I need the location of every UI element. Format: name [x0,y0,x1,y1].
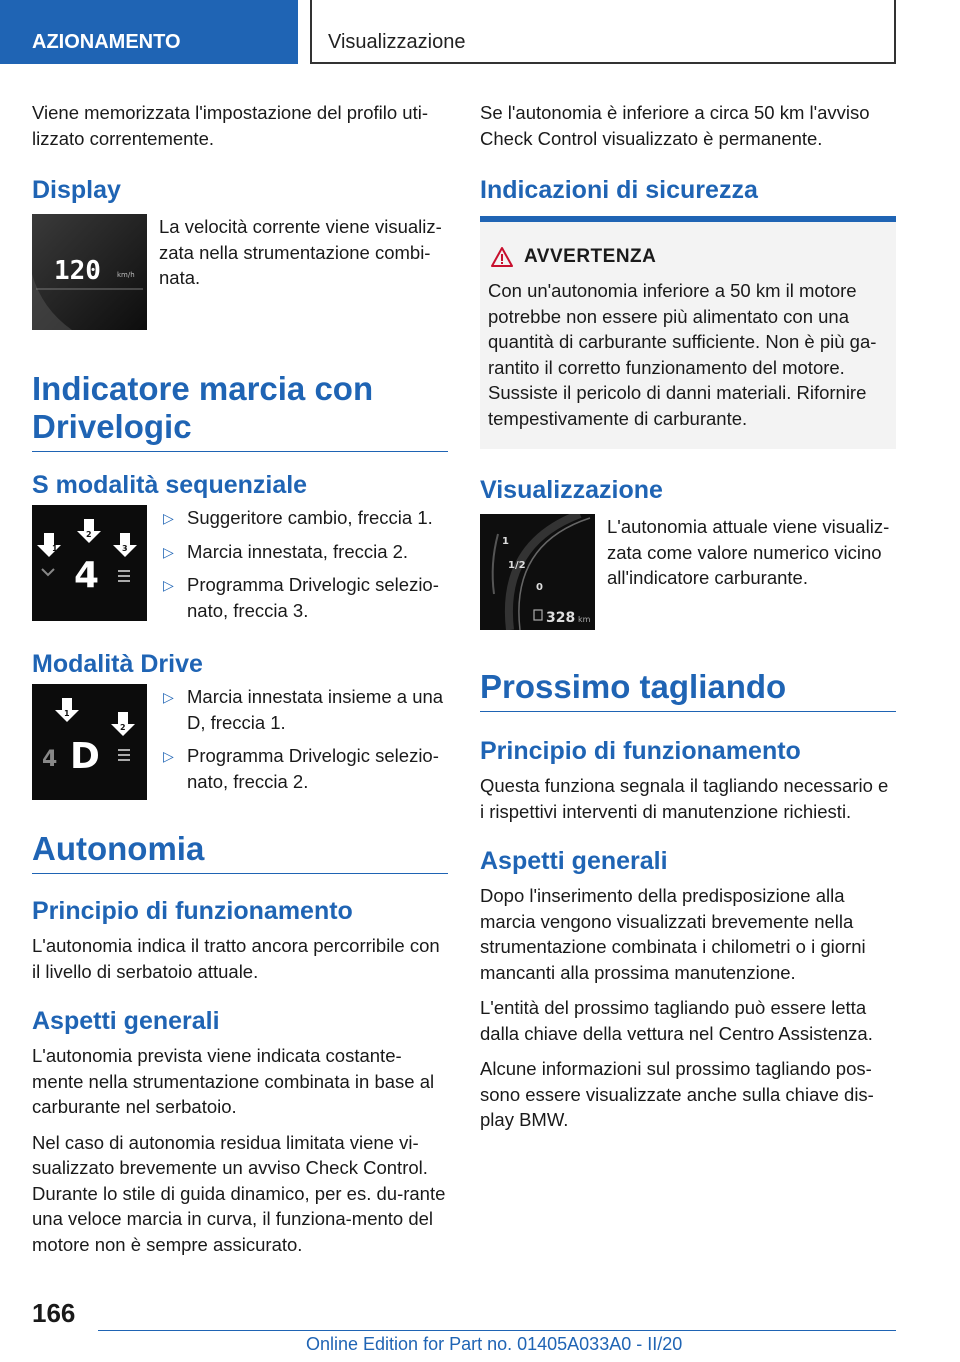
gauge-tick-full: 1 [502,536,509,547]
left-column [32,100,448,1267]
sequential-figure [32,505,448,631]
list-item-text: Suggeritore cambio, freccia 1. [187,507,433,528]
list-item-text: Marcia innestata, freccia 2. [187,540,409,562]
speed-value: 120 [54,256,101,286]
arrow-label-1: 1 [52,544,58,553]
list-item [159,743,448,794]
right-intro-paragraph: Se l'autonomia è inferiore a circa 50 km l'avviso Check Control visualizzato è permanente. [480,102,870,149]
autonomia-general-p1: L'autonomia prevista viene indicata costante-mente nella strumentazione combinata in base al carburante nel serbatoio. [32,1045,435,1117]
arrow-label-2: 2 [86,530,92,539]
range-value: 328 [546,610,576,626]
drive-indicator-graphic [32,684,147,800]
visualization-figure [480,514,896,630]
drive-mode-heading: Modalità Drive [32,650,203,678]
list-item [159,684,448,735]
drive-list [159,684,448,794]
service-general-p1: Dopo l'inserimento della predisposizione alla marcia vengono visualizzati brevemente nella strumentazione combinata i chilometri o i giorni mancanti alla prossima manutenzione. [480,885,866,983]
autonomia-general-heading: Aspetti generali [32,1007,220,1035]
footer-divider [98,1330,896,1331]
drive-gear-value: D [70,736,100,777]
seq-gear-value: 4 [74,555,100,596]
warning-title: AVVERTENZA [524,246,657,267]
service-general-heading: Aspetti generali [480,847,668,875]
next-service-heading: Prossimo tagliando [480,668,896,712]
list-item-text: Programma Drivelogic selezio-nato, freccia 3. [187,574,439,621]
list-item [159,539,448,565]
triangle-bullet-icon: ▷ [163,689,174,705]
safety-heading: Indicazioni di sicurezza [480,175,896,222]
list-item [159,572,448,623]
display-figure [32,214,448,330]
speed-unit: km/h [117,271,135,279]
fuel-gauge-graphic [480,514,595,630]
fuel-gauge-image [480,514,595,630]
speed-display-image [32,214,147,330]
warning-header [488,246,888,268]
intro-paragraph: Viene memorizzata l'impostazione del profilo uti-lizzato correntemente. [32,102,428,149]
triangle-bullet-icon: ▷ [163,510,174,526]
visualization-text: L'autonomia attuale viene visualiz-zata come valore numerico vicino all'indicatore carburante. [607,516,890,588]
arrow-label-3: 3 [122,544,128,553]
display-text: La velocità corrente viene visualiz-zata nella strumentazione combi-nata. [159,216,442,288]
speedometer-graphic [32,214,147,330]
arrow-label-2: 2 [120,723,126,732]
triangle-bullet-icon: ▷ [163,577,174,593]
autonomia-heading: Autonomia [32,830,448,874]
service-general-p2: L'entità del prossimo tagliando può essere letta dalla chiave della vettura nel Centro Assistenza. [480,997,873,1044]
chapter-tab [0,0,298,64]
page-number: 166 [32,1298,76,1328]
gear-indicator-graphic [32,505,147,621]
autonomia-principle-heading: Principio di funzionamento [32,897,353,925]
gauge-tick-empty: 0 [536,582,543,593]
list-item [159,505,448,531]
sequential-mode-heading: S modalità sequenziale [32,471,308,499]
autonomia-general-p2: Nel caso di autonomia residua limitata viene vi-sualizzato brevemente un avviso Check Control. Durante lo stile di guida dinamico, per es. du-rante una veloce marcia in curva, il funziona-mento del motore non è sempre assicurato. [32,1131,446,1255]
triangle-bullet-icon: ▷ [163,543,174,560]
sequential-list [159,505,448,623]
drive-small-gear: 4 [42,747,58,772]
section-header [310,0,896,64]
service-principle-heading: Principio di funzionamento [480,737,801,765]
arrow-label-1: 1 [64,709,70,718]
section-title: Visualizzazione [328,31,466,53]
range-unit: km [578,615,591,624]
visualization-heading: Visualizzazione [480,476,663,504]
display-heading: Display [32,176,121,204]
gauge-tick-half: 1/2 [508,560,526,571]
service-principle-text: Questa funziona segnala il tagliando necessario e i rispettivi interventi di manutenzione richiesti. [480,775,889,822]
drivelogic-heading: Indicatore marcia con Drivelogic [32,370,448,452]
drive-gear-image [32,684,147,800]
warning-box [480,222,896,449]
chapter-title: AZIONAMENTO [32,31,181,53]
warning-text: Con un'autonomia inferiore a 50 km il motore potrebbe non essere più alimentato con una quantità di carburante sufficiente. Non è più ga-rantito il corretto funzionamento del motore. Sussiste il pericolo di danni materiali. Rifornire tempestivamente di carburante. [488,280,877,429]
right-column [480,100,896,1143]
drive-figure [32,684,448,802]
footer-edition: Online Edition for Part no. 01405A033A0 - II/20 [306,1334,683,1354]
autonomia-principle-text: L'autonomia indica il tratto ancora percorribile con il livello di serbatoio attuale. [32,935,440,982]
list-item-text: Marcia innestata insieme a una D, freccia 1. [187,686,444,733]
triangle-bullet-icon: ▷ [163,748,174,764]
warning-triangle-icon [490,246,514,268]
sequential-gear-image [32,505,147,621]
list-item-text: Programma Drivelogic selezio-nato, freccia 2. [187,745,439,792]
service-general-p3: Alcune informazioni sul prossimo tagliando pos-sono essere visualizzate anche sulla chiave dis-play BMW. [480,1058,874,1130]
